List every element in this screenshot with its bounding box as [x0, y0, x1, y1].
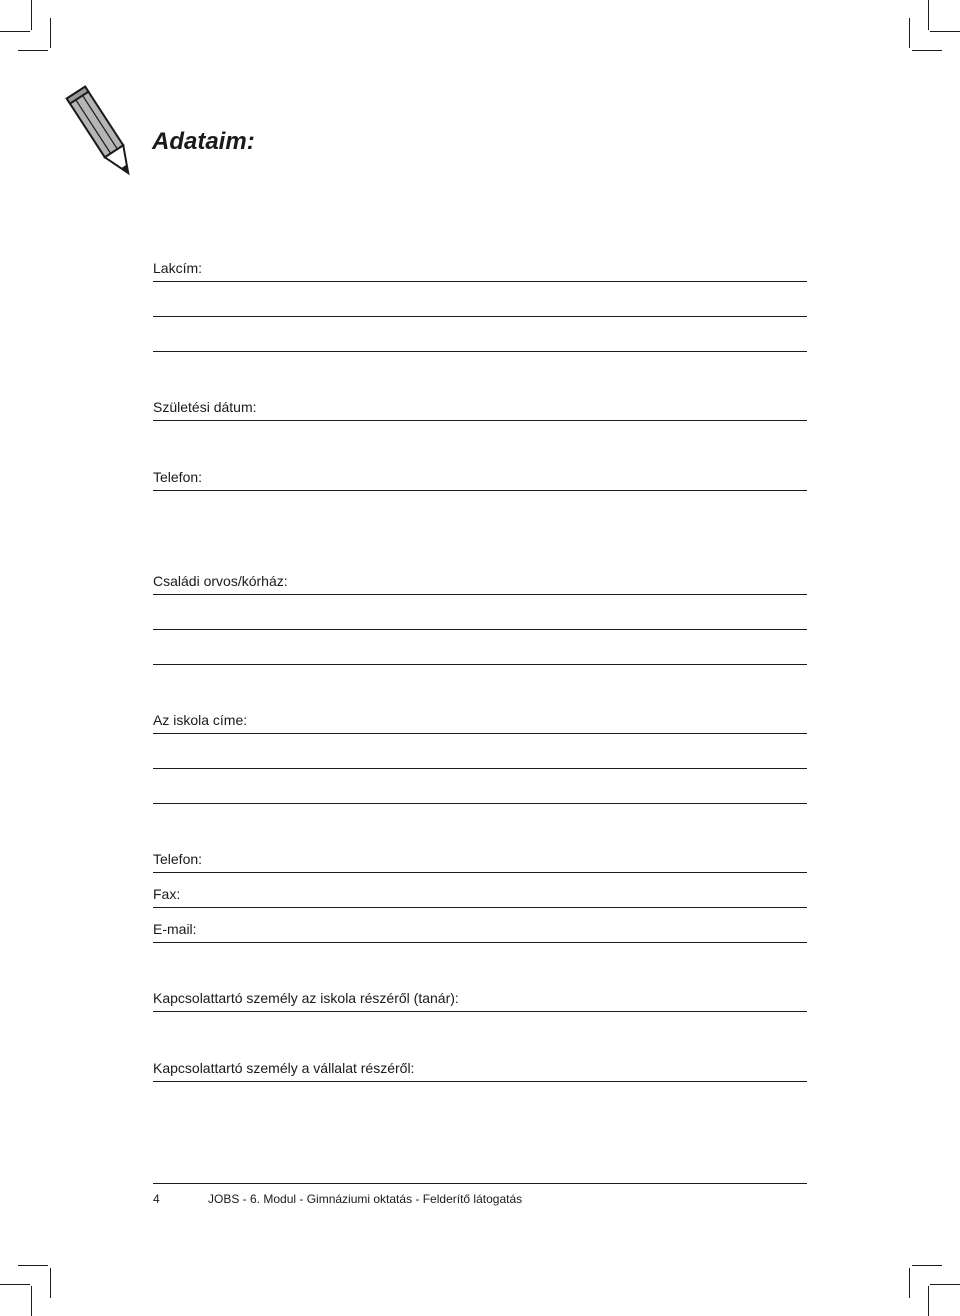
input-line-lakcim-2[interactable]: [153, 316, 807, 317]
input-line-csaladi-orvos-3[interactable]: [153, 664, 807, 665]
page-title: Adataim:: [152, 128, 255, 155]
crop-mark: [0, 31, 30, 32]
input-line-iskola-cime-1[interactable]: [153, 733, 807, 734]
input-line-lakcim-1[interactable]: [153, 281, 807, 282]
crop-mark: [930, 1284, 960, 1285]
crop-mark: [912, 50, 942, 51]
input-line-csaladi-orvos-1[interactable]: [153, 594, 807, 595]
crop-mark: [909, 18, 910, 48]
input-line-csaladi-orvos-2[interactable]: [153, 629, 807, 630]
label-telefon: Telefon:: [153, 469, 203, 485]
label-email: E-mail:: [153, 921, 197, 937]
crop-mark: [18, 50, 48, 51]
crop-mark: [18, 1265, 48, 1266]
page-number: 4: [153, 1192, 160, 1206]
crop-mark: [50, 18, 51, 48]
input-line-szuletesi-datum[interactable]: [153, 420, 807, 421]
crop-mark: [31, 0, 32, 30]
label-szuletesi-datum: Születési dátum:: [153, 399, 257, 415]
pencil-icon: [62, 82, 146, 186]
label-lakcim: Lakcím:: [153, 260, 203, 276]
crop-mark: [928, 0, 929, 30]
label-fax: Fax:: [153, 886, 181, 902]
label-kapcsolattarto-iskola: Kapcsolattartó személy az iskola részéről (tanár):: [153, 990, 459, 1006]
footer-text: JOBS - 6. Modul - Gimnáziumi oktatás - Felderítő látogatás: [208, 1192, 523, 1206]
crop-mark: [31, 1286, 32, 1316]
input-line-email[interactable]: [153, 942, 807, 943]
label-csaladi-orvos: Családi orvos/kórház:: [153, 573, 288, 589]
crop-mark: [0, 1284, 30, 1285]
crop-mark: [928, 1286, 929, 1316]
label-iskola-cime: Az iskola címe:: [153, 712, 248, 728]
input-line-telefon[interactable]: [153, 490, 807, 491]
crop-mark: [50, 1268, 51, 1298]
input-line-iskola-cime-2[interactable]: [153, 768, 807, 769]
crop-mark: [912, 1265, 942, 1266]
crop-mark: [909, 1268, 910, 1298]
input-line-lakcim-3[interactable]: [153, 351, 807, 352]
input-line-kapcsolattarto-iskola[interactable]: [153, 1011, 807, 1012]
input-line-kapcsolattarto-vallalat[interactable]: [153, 1081, 807, 1082]
input-line-iskola-telefon[interactable]: [153, 872, 807, 873]
label-kapcsolattarto-vallalat: Kapcsolattartó személy a vállalat részéről:: [153, 1060, 415, 1076]
label-iskola-telefon: Telefon:: [153, 851, 203, 867]
input-line-fax[interactable]: [153, 907, 807, 908]
footer-divider: [153, 1183, 807, 1184]
crop-mark: [930, 31, 960, 32]
input-line-iskola-cime-3[interactable]: [153, 803, 807, 804]
